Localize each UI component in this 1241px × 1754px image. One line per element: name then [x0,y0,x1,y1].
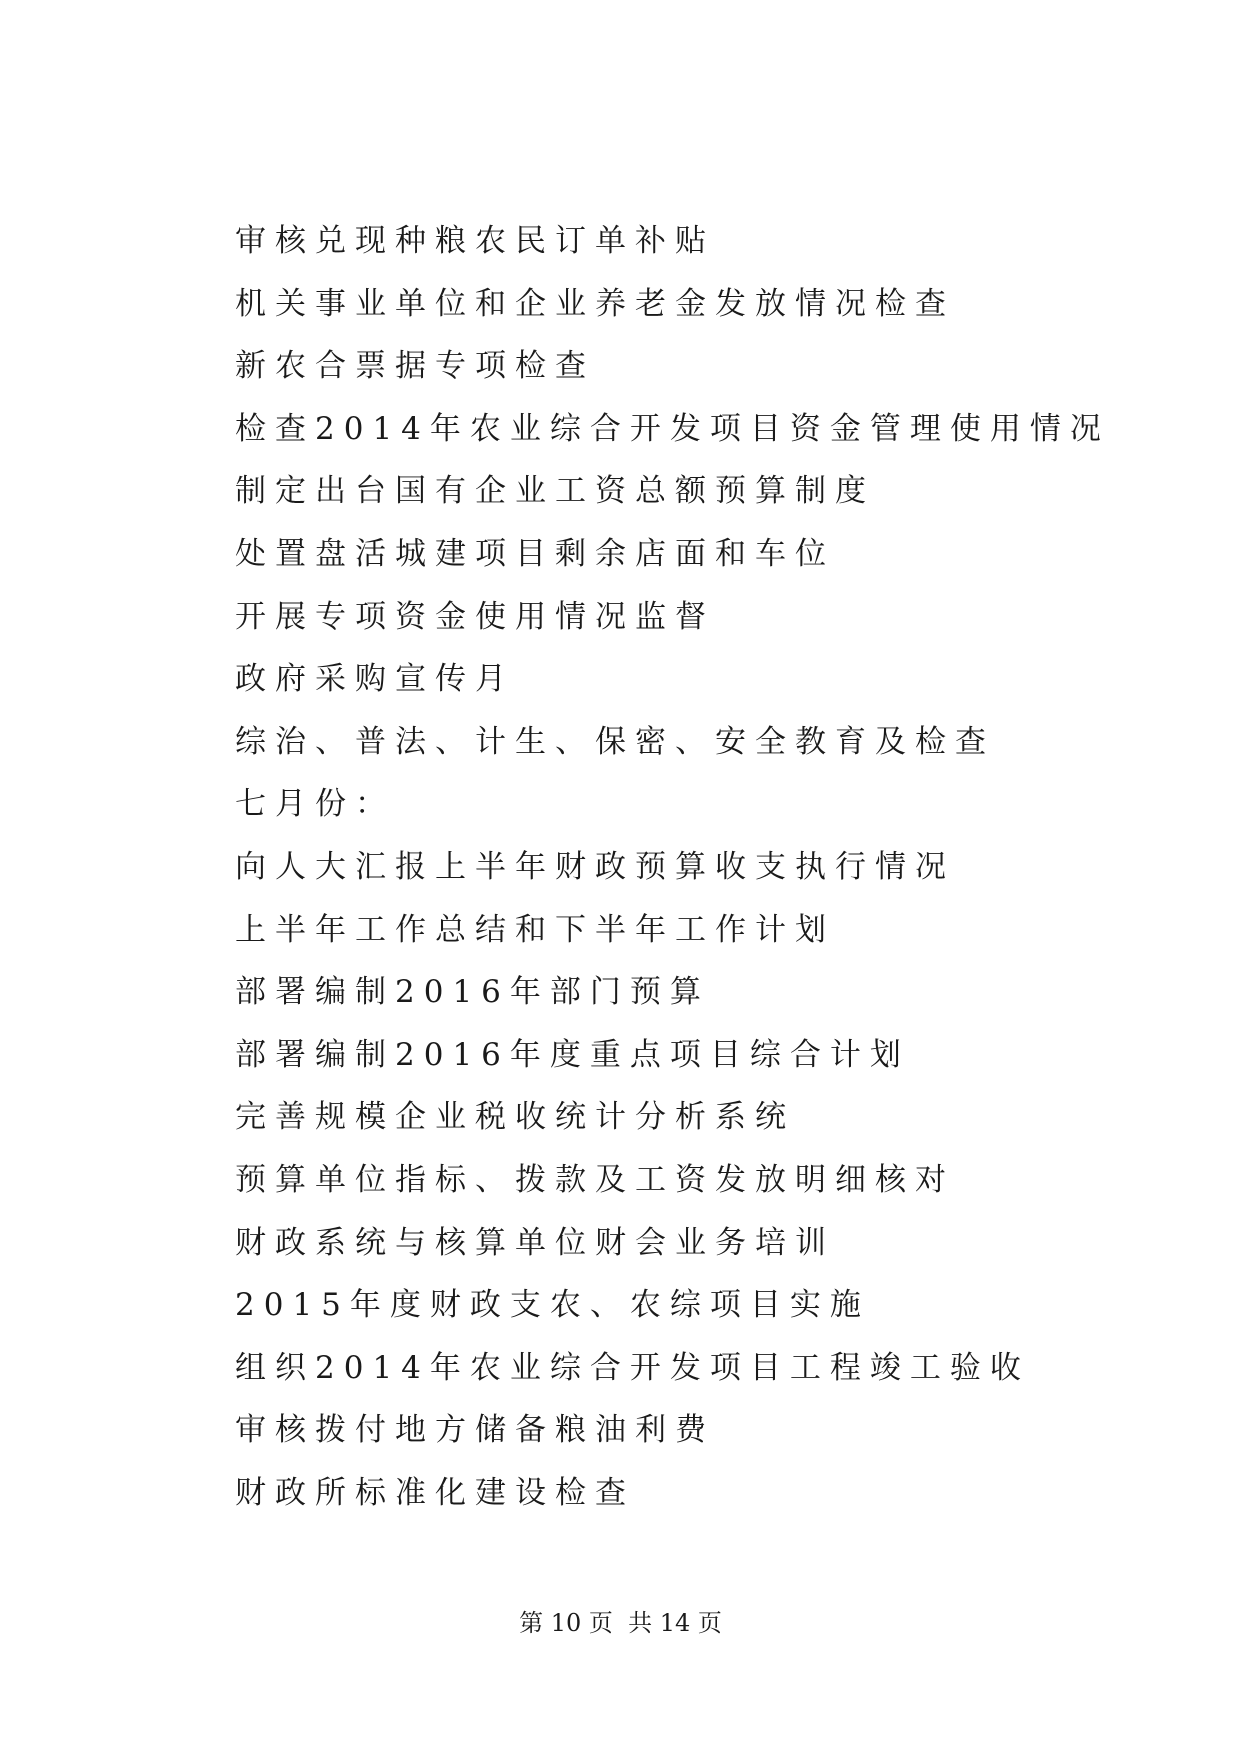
list-item: 检查2014年农业综合开发项目资金管理使用情况 [235,410,1110,447]
list-item: 财政所标准化建设检查 [235,1474,635,1511]
list-item: 审核兑现种粮农民订单补贴 [235,223,715,259]
list-item: 部署编制2016年部门预算 [235,974,710,1011]
list-item: 新农合票据专项检查 [235,348,595,385]
list-item: 机关事业单位和企业养老金发放情况检查 [235,285,955,322]
list-item: 财政系统与核算单位财会业务培训 [235,1224,835,1261]
page-number-footer: 第 10 页 共 14 页 [519,1609,722,1637]
list-item: 组织2014年农业综合开发项目工程竣工验收 [235,1349,1030,1386]
list-item: 综治、普法、计生、保密、安全教育及检查 [235,723,995,760]
list-item: 上半年工作总结和下半年工作计划 [235,911,835,948]
list-item: 2015年度财政支农、农综项目实施 [235,1287,870,1324]
list-item: 处置盘活城建项目剩余店面和车位 [235,535,835,572]
list-item: 审核拨付地方储备粮油利费 [235,1412,715,1449]
list-item: 制定出台国有企业工资总额预算制度 [235,473,875,510]
list-item: 政府采购宣传月 [235,661,515,698]
list-item: 开展专项资金使用情况监督 [235,598,715,635]
list-item: 预算单位指标、拨款及工资发放明细核对 [235,1161,955,1198]
list-item: 部署编制2016年度重点项目综合计划 [235,1036,910,1073]
work-plan-list [235,223,1135,1542]
list-item: 完善规模企业税收统计分析系统 [235,1099,795,1136]
section-heading: 七月份： [235,786,395,823]
list-item: 向人大汇报上半年财政预算收支执行情况 [235,848,955,885]
